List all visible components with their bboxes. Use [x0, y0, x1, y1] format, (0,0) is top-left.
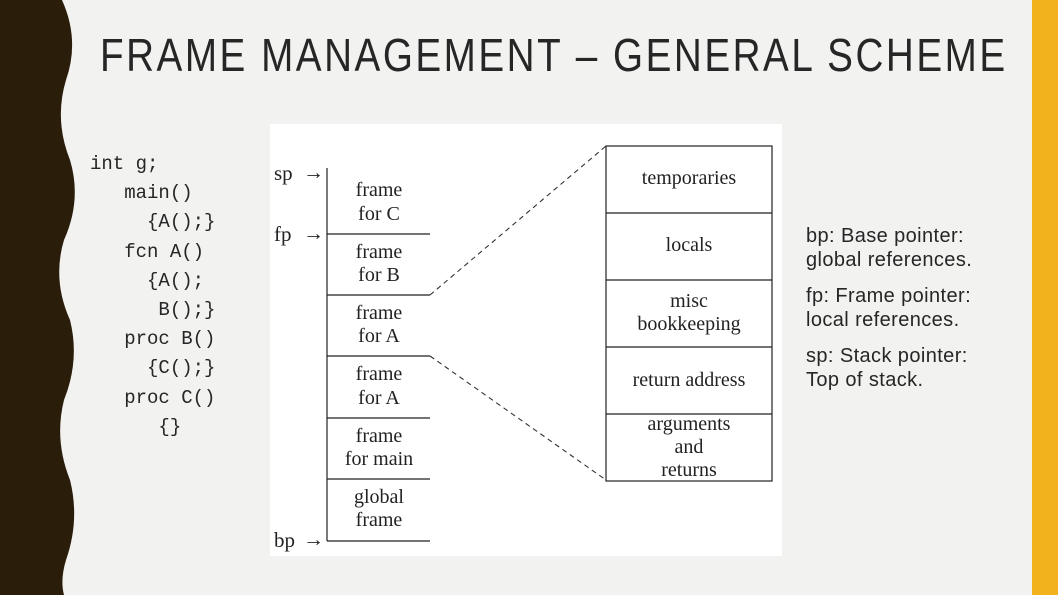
stack-frame-line: frame — [355, 241, 403, 263]
decorative-right-band — [1032, 0, 1058, 595]
stack-frame-diagram — [270, 124, 782, 556]
note-bp — [806, 225, 972, 272]
sp-arrow: → — [303, 160, 324, 184]
note-line: Top of stack. — [806, 368, 924, 391]
code-line: {} — [90, 415, 182, 438]
code-listing — [90, 150, 215, 442]
stack-frame-line: for C — [358, 203, 400, 225]
note-line: sp: Stack pointer: — [806, 345, 968, 367]
stack-frame-line: for A — [358, 325, 400, 347]
sp-label: sp — [274, 161, 293, 185]
code-line: {A();} — [90, 211, 216, 234]
note-sp — [806, 345, 972, 392]
decorative-left-band — [0, 0, 80, 595]
bp-arrow: → — [303, 527, 324, 551]
code-line: proc C() — [90, 386, 216, 409]
code-line: fcn A() — [90, 240, 205, 263]
stack-frame-line: for main — [344, 448, 414, 470]
note-fp — [806, 285, 972, 332]
code-line: {A(); — [90, 269, 205, 292]
stack-frame-line: for A — [358, 387, 400, 409]
frame-detail-line: misc — [670, 290, 708, 312]
expansion-line-top — [430, 146, 606, 295]
slide-title: FRAME MANAGEMENT – GENERAL SCHEME — [100, 29, 1008, 81]
left-band-shape — [0, 0, 75, 595]
note-line: bp: Base pointer: — [806, 225, 965, 247]
frame-detail-line: and — [674, 436, 704, 458]
frame-detail-line: bookkeeping — [637, 313, 741, 335]
expansion-line-bottom — [430, 356, 606, 480]
frame-detail-line: arguments — [647, 413, 731, 435]
code-line: int g; — [90, 153, 159, 175]
note-line: local references. — [806, 308, 960, 331]
fp-arrow: → — [303, 221, 324, 245]
frame-detail-line: return address — [632, 369, 746, 391]
stack-frame-line: for B — [358, 264, 400, 286]
stack-frame-line: frame — [355, 179, 403, 201]
code-line: proc B() — [90, 328, 216, 351]
frame-detail-line: temporaries — [641, 167, 737, 189]
diagram-svg — [270, 124, 782, 556]
pointer-notes — [806, 225, 972, 405]
code-line: main() — [90, 182, 193, 205]
stack-frame-line: frame — [355, 425, 403, 447]
stack-frame-line: frame — [355, 509, 403, 531]
frame-detail-line: locals — [665, 234, 713, 256]
stack-frame-line: frame — [355, 302, 403, 324]
stack-frame-line: frame — [355, 363, 403, 385]
frame-detail-line: returns — [661, 459, 717, 481]
fp-label: fp — [274, 222, 292, 246]
code-line: {C();} — [90, 357, 216, 380]
stack-frame-line: global — [354, 486, 404, 508]
note-line: global references. — [806, 248, 973, 271]
bp-label: bp — [274, 528, 295, 552]
note-line: fp: Frame pointer: — [806, 285, 972, 307]
code-line: B();} — [90, 299, 216, 322]
